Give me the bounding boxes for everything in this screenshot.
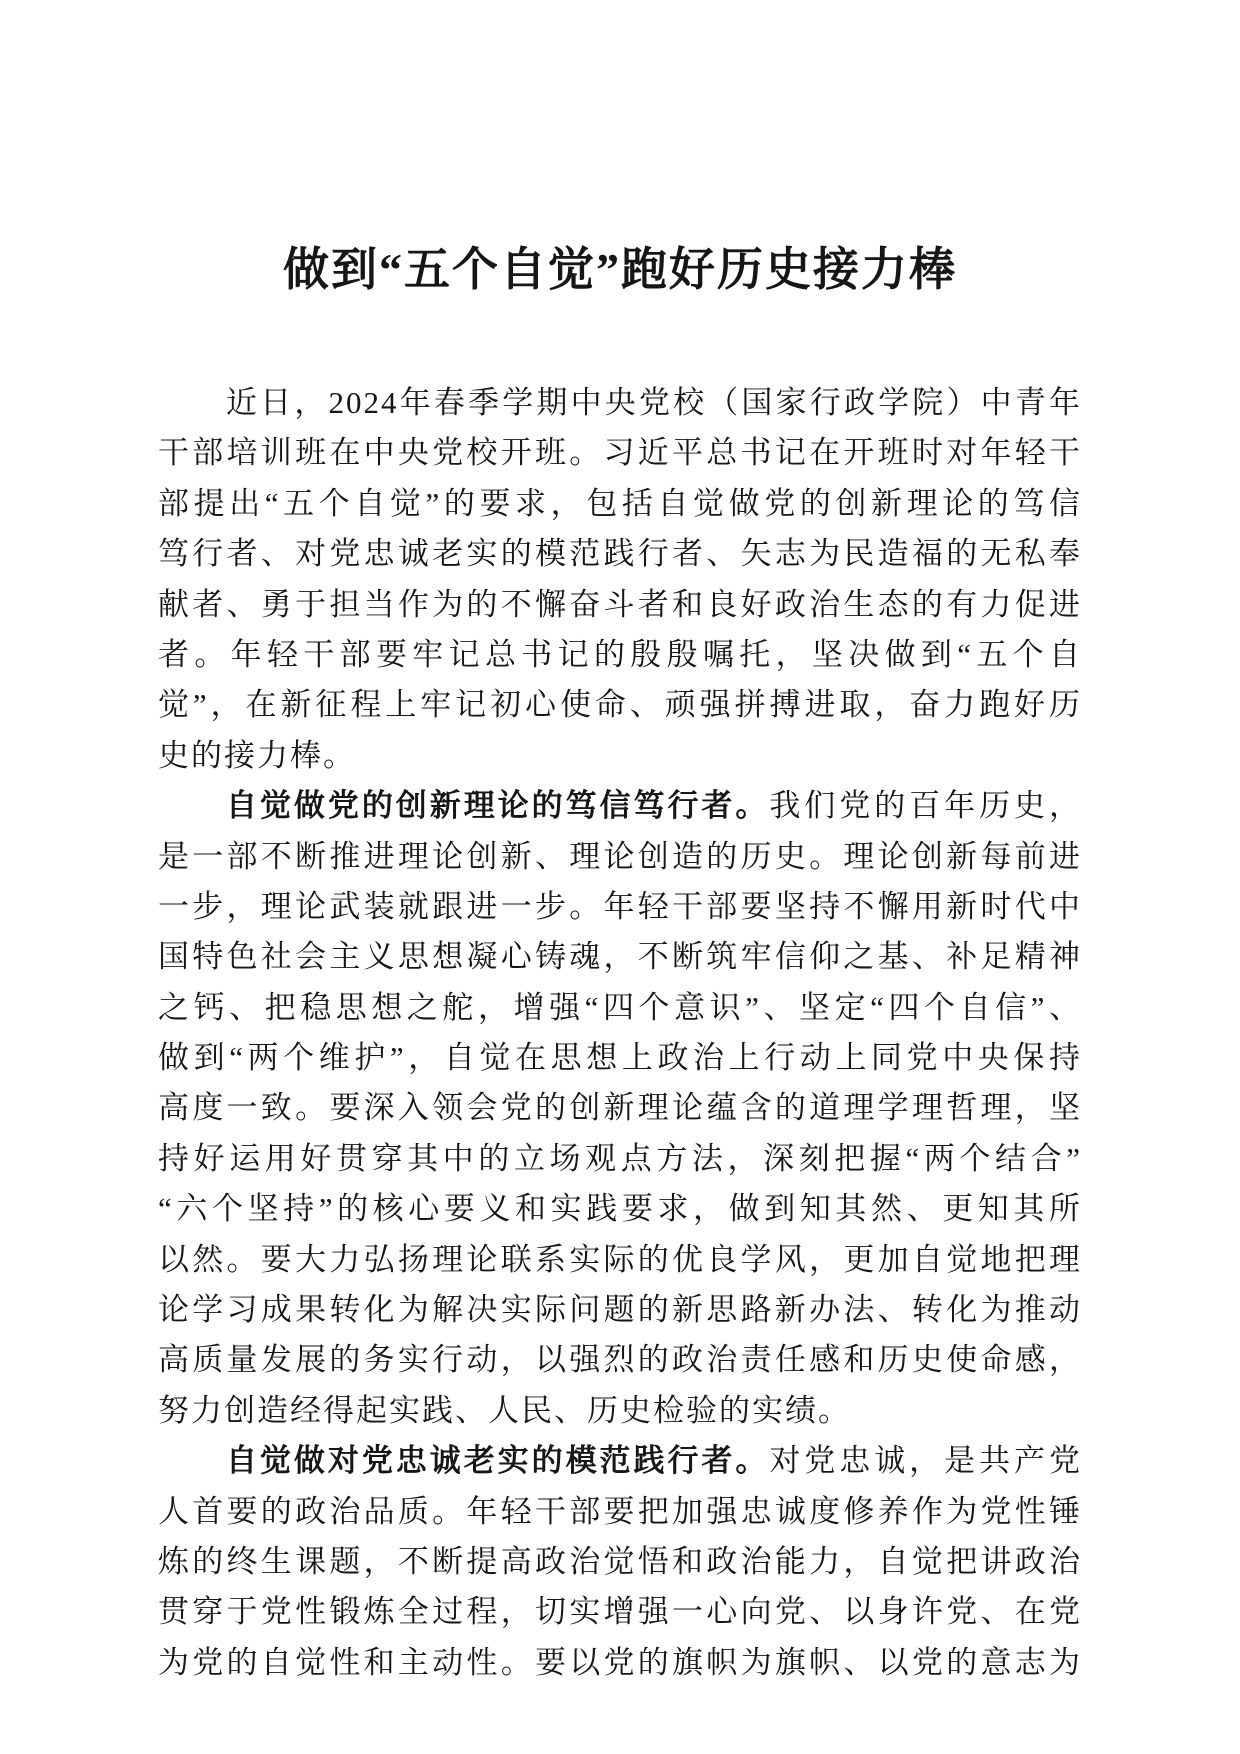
- text-line: 一步，理论武装就跟进一步。年轻干部要坚持不懈用新时代中: [158, 888, 1082, 924]
- text-line-content: 我们党的百年历史，: [769, 788, 1083, 824]
- text-line: 献者、勇于担当作为的不懈奋斗者和良好政治生态的有力促进: [158, 586, 1082, 622]
- document-body: [158, 378, 1082, 1688]
- text-line: 觉”，在新征程上牢记初心使命、顽强拼搏进取，奋力跑好历: [158, 687, 1082, 723]
- text-line: 国特色社会主义思想凝心铸魂，不断筑牢信仰之基、补足精神: [158, 939, 1082, 975]
- paragraph: [158, 1436, 1082, 1688]
- text-line: 以然。要大力弘扬理论联系实际的优良学风，更加自觉地把理: [158, 1241, 1082, 1277]
- text-line: [158, 1436, 1082, 1486]
- text-line: 持好运用好贯穿其中的立场观点方法，深刻把握“两个结合”: [158, 1140, 1082, 1176]
- paragraph: [158, 781, 1082, 1436]
- text-line: 贯穿于党性锻炼全过程，切实增强一心向党、以身许党、在党: [158, 1594, 1082, 1630]
- text-line: 笃行者、对党忠诚老实的模范践行者、矢志为民造福的无私奉: [158, 536, 1082, 572]
- text-line: 努力创造经得起实践、人民、历史检验的实绩。: [158, 1392, 851, 1428]
- text-line: 论学习成果转化为解决实际问题的新思路新办法、转化为推动: [158, 1292, 1082, 1328]
- text-line: 部提出“五个自觉”的要求，包括自觉做党的创新理论的笃信: [158, 485, 1082, 521]
- text-line: 人首要的政治品质。年轻干部要把加强忠诚度修养作为党性锤: [158, 1493, 1082, 1529]
- text-line-content: 对党忠诚，是共产党: [769, 1443, 1083, 1479]
- paragraph-heading: 自觉做对党忠诚老实的模范践行者。: [226, 1443, 770, 1479]
- text-line: 之钙、把稳思想之舵，增强“四个意识”、坚定“四个自信”、: [158, 989, 1082, 1025]
- document-title: 做到“五个自觉”跑好历史接力棒: [283, 244, 957, 295]
- text-line: [158, 781, 1082, 831]
- text-line: 高质量发展的务实行动，以强烈的政治责任感和历史使命感，: [158, 1342, 1082, 1378]
- text-line: 为党的自觉性和主动性。要以党的旗帜为旗帜、以党的意志为: [158, 1644, 1082, 1680]
- text-line: 者。年轻干部要牢记总书记的殷殷嘱托，坚决做到“五个自: [158, 636, 1082, 672]
- paragraph: [158, 378, 1082, 781]
- text-line: 干部培训班在中央党校开班。习近平总书记在开班时对年轻干: [158, 435, 1082, 471]
- text-line: 炼的终生课题，不断提高政治觉悟和政治能力，自觉把讲政治: [158, 1543, 1082, 1579]
- text-line: “六个坚持”的核心要义和实践要求，做到知其然、更知其所: [158, 1191, 1082, 1227]
- paragraph-heading: 自觉做党的创新理论的笃信笃行者。: [226, 788, 770, 824]
- text-line: 史的接力棒。: [158, 737, 356, 773]
- text-line: 高度一致。要深入领会党的创新理论蕴含的道理学理哲理，坚: [158, 1090, 1082, 1126]
- text-line: 做到“两个维护”，自觉在思想上政治上行动上同党中央保持: [158, 1040, 1082, 1076]
- text-line: 近日，2024年春季学期中央党校（国家行政学院）中青年: [226, 385, 1082, 420]
- text-line: 是一部不断推进理论创新、理论创造的历史。理论创新每前进: [158, 838, 1082, 874]
